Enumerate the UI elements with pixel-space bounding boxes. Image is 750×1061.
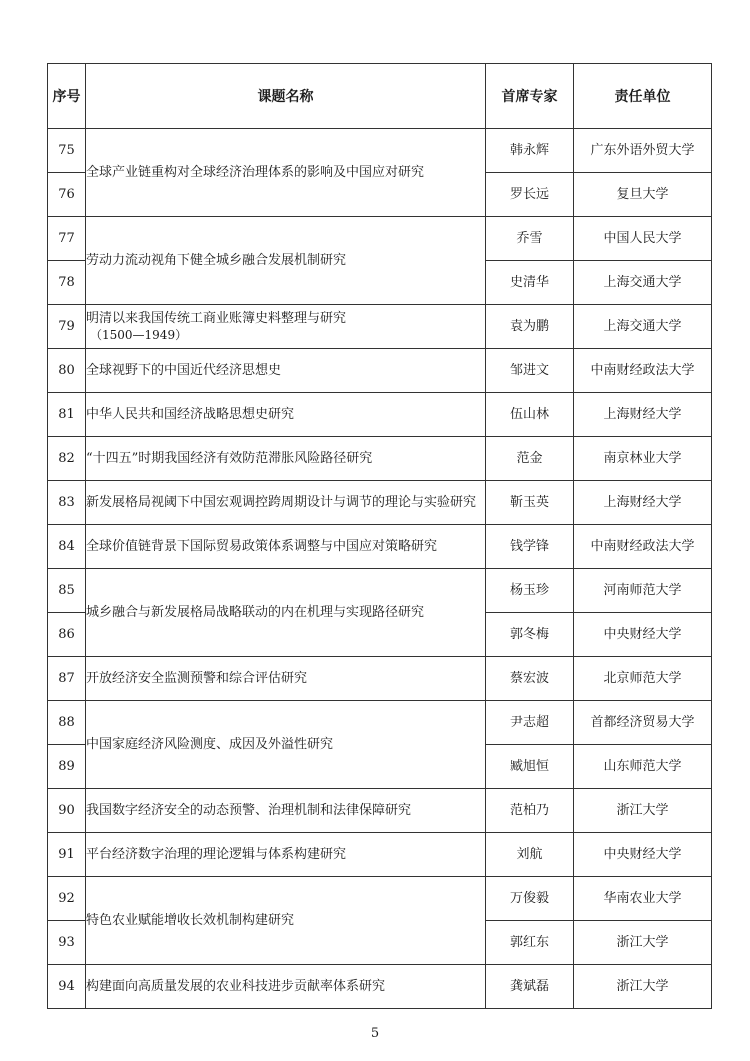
row-num: 89 <box>48 745 86 789</box>
table-row <box>48 833 712 877</box>
row-num: 93 <box>48 921 86 965</box>
row-expert: 罗长远 <box>486 173 574 217</box>
row-unit: 中国人民大学 <box>574 217 712 261</box>
row-title: 新发展格局视阈下中国宏观调控跨周期设计与调节的理论与实验研究 <box>86 481 486 525</box>
row-title: 特色农业赋能增收长效机制构建研究 <box>86 877 486 965</box>
table-row <box>48 217 712 261</box>
row-expert: 伍山林 <box>486 393 574 437</box>
page-number: 5 <box>370 1026 380 1041</box>
row-expert: 靳玉英 <box>486 481 574 525</box>
row-unit: 复旦大学 <box>574 173 712 217</box>
row-num: 87 <box>48 657 86 701</box>
table-row <box>48 129 712 173</box>
row-num: 80 <box>48 349 86 393</box>
table-row <box>48 701 712 745</box>
table-row <box>48 481 712 525</box>
row-title: 全球视野下的中国近代经济思想史 <box>86 349 486 393</box>
row-title: 开放经济安全监测预警和综合评估研究 <box>86 657 486 701</box>
row-expert: 郭红东 <box>486 921 574 965</box>
row-num: 84 <box>48 525 86 569</box>
row-title: 平台经济数字治理的理论逻辑与体系构建研究 <box>86 833 486 877</box>
row-expert: 杨玉珍 <box>486 569 574 613</box>
table-row <box>48 789 712 833</box>
row-expert: 史清华 <box>486 261 574 305</box>
row-title: 劳动力流动视角下健全城乡融合发展机制研究 <box>86 217 486 305</box>
row-expert: 范柏乃 <box>486 789 574 833</box>
row-num: 94 <box>48 965 86 1009</box>
row-num: 90 <box>48 789 86 833</box>
table-row <box>48 525 712 569</box>
row-unit: 中央财经大学 <box>574 613 712 657</box>
row-title-main: 明清以来我国传统工商业账簿史料整理与研究 <box>86 310 347 326</box>
row-expert: 臧旭恒 <box>486 745 574 789</box>
row-title: 中国家庭经济风险测度、成因及外溢性研究 <box>86 701 486 789</box>
row-unit: 浙江大学 <box>574 789 712 833</box>
row-unit: 中南财经政法大学 <box>574 349 712 393</box>
row-title: 全球价值链背景下国际贸易政策体系调整与中国应对策略研究 <box>86 525 486 569</box>
row-title-sub: （1500—1949） <box>90 327 188 342</box>
row-num: 79 <box>48 305 86 349</box>
row-num: 83 <box>48 481 86 525</box>
table-row <box>48 305 712 349</box>
row-unit: 南京林业大学 <box>574 437 712 481</box>
row-expert: 范金 <box>486 437 574 481</box>
row-num: 92 <box>48 877 86 921</box>
row-title <box>86 305 486 349</box>
row-expert: 尹志超 <box>486 701 574 745</box>
row-unit: 上海交通大学 <box>574 305 712 349</box>
table-header-row <box>48 64 712 129</box>
table-row <box>48 569 712 613</box>
row-title: “十四五”时期我国经济有效防范滞胀风险路径研究 <box>86 437 486 481</box>
table-row <box>48 393 712 437</box>
row-num: 75 <box>48 129 86 173</box>
row-expert: 袁为鹏 <box>486 305 574 349</box>
row-expert: 郭冬梅 <box>486 613 574 657</box>
row-unit: 浙江大学 <box>574 921 712 965</box>
row-unit: 北京师范大学 <box>574 657 712 701</box>
row-num: 88 <box>48 701 86 745</box>
row-unit: 中南财经政法大学 <box>574 525 712 569</box>
row-expert: 韩永辉 <box>486 129 574 173</box>
row-num: 76 <box>48 173 86 217</box>
row-expert: 邹进文 <box>486 349 574 393</box>
project-table <box>47 63 712 1009</box>
header-expert: 首席专家 <box>486 64 574 129</box>
row-expert: 刘航 <box>486 833 574 877</box>
table-row <box>48 965 712 1009</box>
row-expert: 乔雪 <box>486 217 574 261</box>
row-title: 中华人民共和国经济战略思想史研究 <box>86 393 486 437</box>
row-unit: 上海交通大学 <box>574 261 712 305</box>
row-expert: 钱学锋 <box>486 525 574 569</box>
row-num: 77 <box>48 217 86 261</box>
header-num: 序号 <box>48 64 86 129</box>
row-title: 城乡融合与新发展格局战略联动的内在机理与实现路径研究 <box>86 569 486 657</box>
row-unit: 河南师范大学 <box>574 569 712 613</box>
row-unit: 广东外语外贸大学 <box>574 129 712 173</box>
header-title: 课题名称 <box>86 64 486 129</box>
row-title: 全球产业链重构对全球经济治理体系的影响及中国应对研究 <box>86 129 486 217</box>
row-unit: 上海财经大学 <box>574 393 712 437</box>
row-unit: 上海财经大学 <box>574 481 712 525</box>
row-unit: 华南农业大学 <box>574 877 712 921</box>
row-unit: 山东师范大学 <box>574 745 712 789</box>
row-title: 我国数字经济安全的动态预警、治理机制和法律保障研究 <box>86 789 486 833</box>
row-num: 91 <box>48 833 86 877</box>
row-num: 86 <box>48 613 86 657</box>
table-row <box>48 877 712 921</box>
row-num: 85 <box>48 569 86 613</box>
row-expert: 万俊毅 <box>486 877 574 921</box>
table-row <box>48 437 712 481</box>
table-row <box>48 349 712 393</box>
row-title: 构建面向高质量发展的农业科技进步贡献率体系研究 <box>86 965 486 1009</box>
row-num: 78 <box>48 261 86 305</box>
row-unit: 中央财经大学 <box>574 833 712 877</box>
row-unit: 首都经济贸易大学 <box>574 701 712 745</box>
row-num: 82 <box>48 437 86 481</box>
header-unit: 责任单位 <box>574 64 712 129</box>
row-unit: 浙江大学 <box>574 965 712 1009</box>
table-row <box>48 657 712 701</box>
row-num: 81 <box>48 393 86 437</box>
row-expert: 蔡宏波 <box>486 657 574 701</box>
row-expert: 龚斌磊 <box>486 965 574 1009</box>
